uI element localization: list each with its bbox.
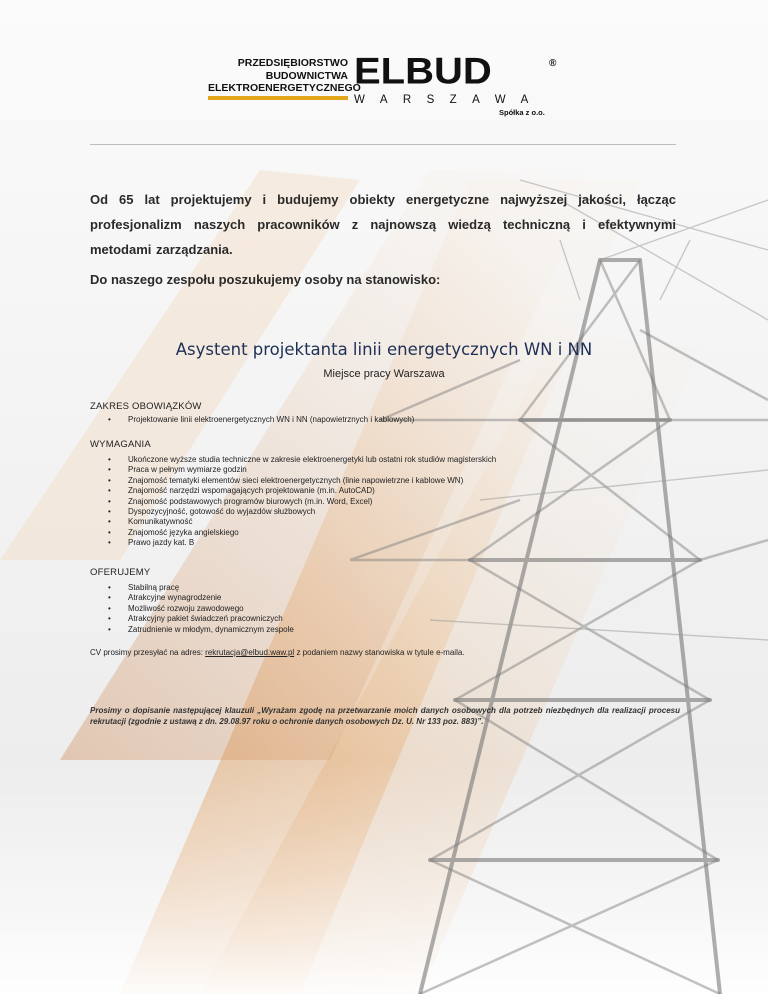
intro-paragraph: Od 65 lat projektujemy i budujemy obiekty energetyczne najwyższej jakości, łącząc profesjonalizm naszych pracowników z najnowszą wiedzą techniczną i efektywnymi metodami zarządzania.: [90, 192, 676, 257]
cv-instructions: [90, 648, 465, 657]
job-title: Asystent projektanta linii energetycznych WN i NN: [175, 340, 593, 359]
list-item: • Atrakcyjne wynagrodzenie: [90, 593, 294, 603]
requirements-list: [90, 455, 496, 549]
logo-subtitle-line: ELEKTROENERGETYCZNEGO: [208, 82, 361, 94]
offer-list: [90, 583, 294, 635]
list-item: • Znajomość podstawowych programów biurowych (m.in. Word, Excel): [90, 497, 496, 507]
logo-subtitle-line: BUDOWNICTWA: [265, 69, 348, 82]
list-item: • Projektowanie linii elektroenergetycznych WN i NN (napowietrznych i kablowych): [90, 415, 414, 425]
list-item: • Praca w pełnym wymiarze godzin: [90, 465, 496, 475]
requirements-heading: WYMAGANIA: [90, 439, 151, 450]
logo-wordmark: ELBUD: [354, 51, 492, 92]
offer-heading: OFERUJEMY: [90, 567, 151, 578]
list-item: • Znajomość tematyki elementów sieci elektroenergetycznych (linie napowietrzne i kablowe WN): [90, 476, 496, 486]
job-location: Miejsce pracy Warszawa: [323, 368, 445, 380]
company-logo: [208, 51, 558, 117]
logo-accent-bar: [208, 96, 348, 100]
privacy-clause: Prosimy o dopisanie następującej klauzuli „Wyrażam zgodę na przetwarzanie moich danych osobowych dla potrzeb niezbędnych dla realizacji procesu rekrutacji (zgodnie z ustawą z dn. 29.08.97 roku o ochronie danych osobowych Dz. U. Nr 133 poz. 883)”.: [90, 706, 680, 726]
recruitment-email-link[interactable]: rekrutacja@elbud.waw.pl: [205, 648, 295, 657]
list-item: • Znajomość narzędzi wspomagających projektowanie (m.in. AutoCAD): [90, 486, 496, 496]
logo-legal-form: Spółka z o.o.: [499, 108, 545, 117]
list-item: • Znajomość języka angielskiego: [90, 528, 496, 538]
duties-heading: ZAKRES OBOWIĄZKÓW: [90, 401, 202, 412]
list-item: • Możliwość rozwoju zawodowego: [90, 604, 294, 614]
logo-city: WARSZAWA: [354, 94, 544, 106]
list-item: • Komunikatywność: [90, 517, 496, 527]
logo-subtitle: [208, 57, 361, 95]
list-item: • Prawo jazdy kat. B: [90, 538, 496, 548]
logo-subtitle-line: PRZEDSIĘBIORSTWO: [237, 57, 348, 69]
cv-suffix: z podaniem nazwy stanowiska w tytule e-maila.: [294, 648, 465, 657]
list-item: • Zatrudnienie w młodym, dynamicznym zespole: [90, 625, 294, 635]
list-item: • Atrakcyjny pakiet świadczeń pracowniczych: [90, 614, 294, 624]
list-item: • Stabilną pracę: [90, 583, 294, 593]
seeking-statement: Do naszego zespołu poszukujemy osoby na stanowisko:: [90, 272, 441, 287]
cv-prefix: CV prosimy przesyłać na adres:: [90, 648, 206, 657]
duties-list: [90, 415, 414, 425]
registered-mark: ®: [549, 58, 557, 69]
list-item: • Ukończone wyższe studia techniczne w zakresie elektroenergetyki lub ostatni rok studiów magisterskich: [90, 455, 496, 465]
header-divider: [90, 144, 676, 145]
list-item: • Dyspozycyjność, gotowość do wyjazdów służbowych: [90, 507, 496, 517]
